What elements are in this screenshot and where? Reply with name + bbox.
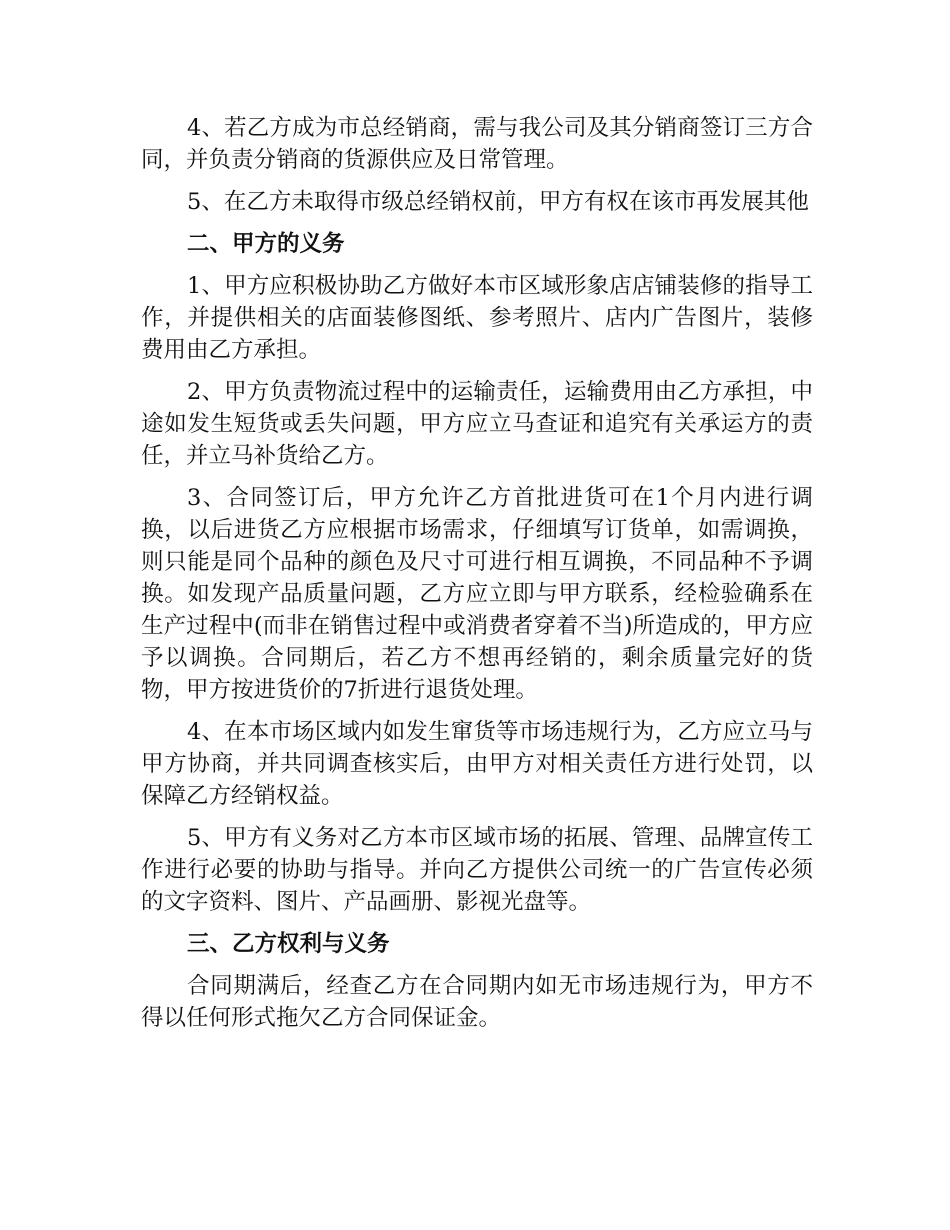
paragraph-clause-4-distributor: 4、若乙方成为市总经销商，需与我公司及其分销商签订三方合同，并负责分销商的货源供应及日常管理。 bbox=[141, 115, 813, 173]
section-heading-party-a-obligations: 二、甲方的义务 bbox=[187, 231, 345, 257]
paragraph-a-clause-3-exchange: 3、合同签订后，甲方允许乙方首批进货可在1个月内进行调换，以后进货乙方应根据市场需求，仔细填写订货单，如需调换，则只能是同个品种的颜色及尺寸可进行相互调换，不同品种不予调换。如发现产品质量问题，乙方应立即与甲方联系，经检验确系在生产过程中(而非在销售过程中或消费者穿着不当)所造成的，甲方应予以调换。合同期后，若乙方不想再经销的，剩余质量完好的货物，甲方按进货价的7折进行退货处理。 bbox=[141, 485, 813, 703]
paragraph-a-clause-2-logistics: 2、甲方负责物流过程中的运输责任，运输费用由乙方承担，中途如发生短货或丢失问题，甲方应立马查证和追究有关承运方的责任，并立马补货给乙方。 bbox=[141, 379, 813, 469]
section-heading-party-b-rights: 三、乙方权利与义务 bbox=[187, 931, 390, 957]
paragraph-a-clause-1-decoration: 1、甲方应积极协助乙方做好本市区域形象店店铺装修的指导工作，并提供相关的店面装修图纸、参考照片、店内广告图片，装修费用由乙方承担。 bbox=[141, 273, 813, 363]
paragraph-a-clause-5-promotion: 5、甲方有义务对乙方本市区域市场的拓展、管理、品牌宣传工作进行必要的协助与指导。并向乙方提供公司统一的广告宣传必须的文字资料、图片、产品画册、影视光盘等。 bbox=[141, 825, 813, 915]
paragraph-a-clause-4-violations: 4、在本市场区域内如发生窜货等市场违规行为，乙方应立马与甲方协商，并共同调查核实后，由甲方对相关责任方进行处罚，以保障乙方经销权益。 bbox=[141, 719, 813, 809]
document-page bbox=[141, 112, 813, 1044]
paragraph-clause-5-distribution-rights: 5、在乙方未取得市级总经销权前，甲方有权在该市再发展其他 bbox=[187, 189, 809, 215]
paragraph-b-deposit: 合同期满后，经查乙方在合同期内如无市场违规行为，甲方不得以任何形式拖欠乙方合同保证金。 bbox=[141, 973, 813, 1031]
